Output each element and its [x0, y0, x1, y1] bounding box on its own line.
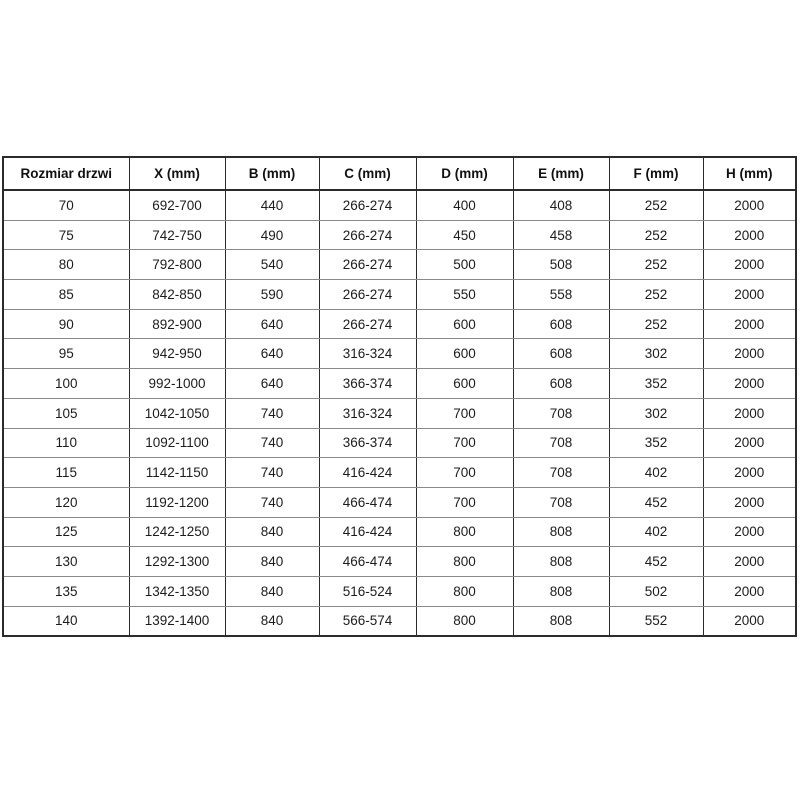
table-row	[3, 517, 796, 547]
table-cell: 2000	[703, 398, 796, 428]
column-header: X (mm)	[129, 157, 225, 190]
table-cell: 75	[3, 220, 129, 250]
table-cell: 135	[3, 576, 129, 606]
table-cell: 490	[225, 220, 319, 250]
table-cell: 266-274	[319, 250, 416, 280]
table-cell: 992-1000	[129, 369, 225, 399]
table-cell: 70	[3, 190, 129, 220]
column-header: B (mm)	[225, 157, 319, 190]
table-cell: 450	[416, 220, 513, 250]
table-cell: 740	[225, 428, 319, 458]
table-cell: 458	[513, 220, 609, 250]
table-cell: 2000	[703, 458, 796, 488]
table-cell: 500	[416, 250, 513, 280]
table-cell: 2000	[703, 250, 796, 280]
table-cell: 316-324	[319, 339, 416, 369]
table-cell: 1392-1400	[129, 606, 225, 636]
table-row	[3, 487, 796, 517]
table-cell: 416-424	[319, 458, 416, 488]
table-cell: 1142-1150	[129, 458, 225, 488]
table-cell: 266-274	[319, 220, 416, 250]
table-cell: 508	[513, 250, 609, 280]
door-size-table	[2, 156, 797, 637]
table-body	[3, 190, 796, 636]
table-cell: 700	[416, 487, 513, 517]
table-cell: 600	[416, 339, 513, 369]
table-cell: 1342-1350	[129, 576, 225, 606]
table-cell: 105	[3, 398, 129, 428]
table-cell: 2000	[703, 280, 796, 310]
table-cell: 708	[513, 398, 609, 428]
table-cell: 2000	[703, 547, 796, 577]
table-cell: 1192-1200	[129, 487, 225, 517]
column-header: E (mm)	[513, 157, 609, 190]
table-cell: 700	[416, 428, 513, 458]
table-cell: 416-424	[319, 517, 416, 547]
table-cell: 840	[225, 606, 319, 636]
table-cell: 2000	[703, 428, 796, 458]
table-cell: 800	[416, 547, 513, 577]
table-cell: 640	[225, 339, 319, 369]
table-cell: 352	[609, 428, 703, 458]
table-header-row	[3, 157, 796, 190]
table-cell: 252	[609, 190, 703, 220]
table-cell: 800	[416, 517, 513, 547]
table-cell: 2000	[703, 190, 796, 220]
table-cell: 452	[609, 547, 703, 577]
table-row	[3, 428, 796, 458]
table-cell: 590	[225, 280, 319, 310]
table-row	[3, 369, 796, 399]
table-cell: 302	[609, 398, 703, 428]
table-cell: 2000	[703, 309, 796, 339]
table-cell: 2000	[703, 576, 796, 606]
table-cell: 558	[513, 280, 609, 310]
table-cell: 792-800	[129, 250, 225, 280]
table-row	[3, 309, 796, 339]
table-cell: 708	[513, 487, 609, 517]
table-cell: 740	[225, 458, 319, 488]
table-cell: 120	[3, 487, 129, 517]
table-cell: 266-274	[319, 309, 416, 339]
table-cell: 808	[513, 547, 609, 577]
table-cell: 400	[416, 190, 513, 220]
column-header: H (mm)	[703, 157, 796, 190]
table-row	[3, 576, 796, 606]
table-cell: 440	[225, 190, 319, 220]
table-cell: 366-374	[319, 428, 416, 458]
table-cell: 708	[513, 458, 609, 488]
table-cell: 408	[513, 190, 609, 220]
table-cell: 700	[416, 398, 513, 428]
column-header: C (mm)	[319, 157, 416, 190]
table-cell: 1042-1050	[129, 398, 225, 428]
table-cell: 80	[3, 250, 129, 280]
table-cell: 466-474	[319, 547, 416, 577]
table-cell: 808	[513, 606, 609, 636]
table-cell: 266-274	[319, 280, 416, 310]
table-cell: 252	[609, 250, 703, 280]
table-cell: 942-950	[129, 339, 225, 369]
table-row	[3, 190, 796, 220]
table-cell: 608	[513, 309, 609, 339]
table-cell: 402	[609, 517, 703, 547]
table-cell: 252	[609, 220, 703, 250]
table-cell: 2000	[703, 339, 796, 369]
table-cell: 110	[3, 428, 129, 458]
table-cell: 100	[3, 369, 129, 399]
column-header: F (mm)	[609, 157, 703, 190]
table-row	[3, 280, 796, 310]
table-cell: 252	[609, 309, 703, 339]
table-cell: 808	[513, 576, 609, 606]
table-cell: 800	[416, 606, 513, 636]
table-row	[3, 250, 796, 280]
table-cell: 840	[225, 576, 319, 606]
table-cell: 90	[3, 309, 129, 339]
table-cell: 402	[609, 458, 703, 488]
table-cell: 2000	[703, 606, 796, 636]
table-cell: 352	[609, 369, 703, 399]
table-cell: 892-900	[129, 309, 225, 339]
table-cell: 2000	[703, 220, 796, 250]
table-cell: 252	[609, 280, 703, 310]
table-row	[3, 339, 796, 369]
table-cell: 540	[225, 250, 319, 280]
table-cell: 85	[3, 280, 129, 310]
column-header: Rozmiar drzwi	[3, 157, 129, 190]
table-cell: 1242-1250	[129, 517, 225, 547]
table-cell: 800	[416, 576, 513, 606]
table-cell: 2000	[703, 487, 796, 517]
table-cell: 808	[513, 517, 609, 547]
table-cell: 840	[225, 547, 319, 577]
table-cell: 266-274	[319, 190, 416, 220]
table-cell: 1292-1300	[129, 547, 225, 577]
table-cell: 550	[416, 280, 513, 310]
table-row	[3, 606, 796, 636]
table-cell: 2000	[703, 369, 796, 399]
table-cell: 840	[225, 517, 319, 547]
table-cell: 125	[3, 517, 129, 547]
table-cell: 640	[225, 309, 319, 339]
table-cell: 316-324	[319, 398, 416, 428]
table-cell: 842-850	[129, 280, 225, 310]
table-cell: 700	[416, 458, 513, 488]
table-cell: 115	[3, 458, 129, 488]
table-cell: 130	[3, 547, 129, 577]
table-cell: 600	[416, 309, 513, 339]
table-cell: 608	[513, 369, 609, 399]
table-cell: 140	[3, 606, 129, 636]
table-cell: 466-474	[319, 487, 416, 517]
table-cell: 740	[225, 487, 319, 517]
table-cell: 608	[513, 339, 609, 369]
table-cell: 95	[3, 339, 129, 369]
table-row	[3, 398, 796, 428]
table-row	[3, 458, 796, 488]
table-cell: 740	[225, 398, 319, 428]
table-cell: 708	[513, 428, 609, 458]
table-cell: 302	[609, 339, 703, 369]
table-cell: 1092-1100	[129, 428, 225, 458]
table-cell: 516-524	[319, 576, 416, 606]
table-cell: 2000	[703, 517, 796, 547]
table-cell: 640	[225, 369, 319, 399]
table-cell: 452	[609, 487, 703, 517]
column-header: D (mm)	[416, 157, 513, 190]
table-row	[3, 220, 796, 250]
table-cell: 366-374	[319, 369, 416, 399]
table-cell: 742-750	[129, 220, 225, 250]
table-cell: 552	[609, 606, 703, 636]
table-cell: 502	[609, 576, 703, 606]
table-cell: 566-574	[319, 606, 416, 636]
table-cell: 692-700	[129, 190, 225, 220]
table-row	[3, 547, 796, 577]
table-cell: 600	[416, 369, 513, 399]
